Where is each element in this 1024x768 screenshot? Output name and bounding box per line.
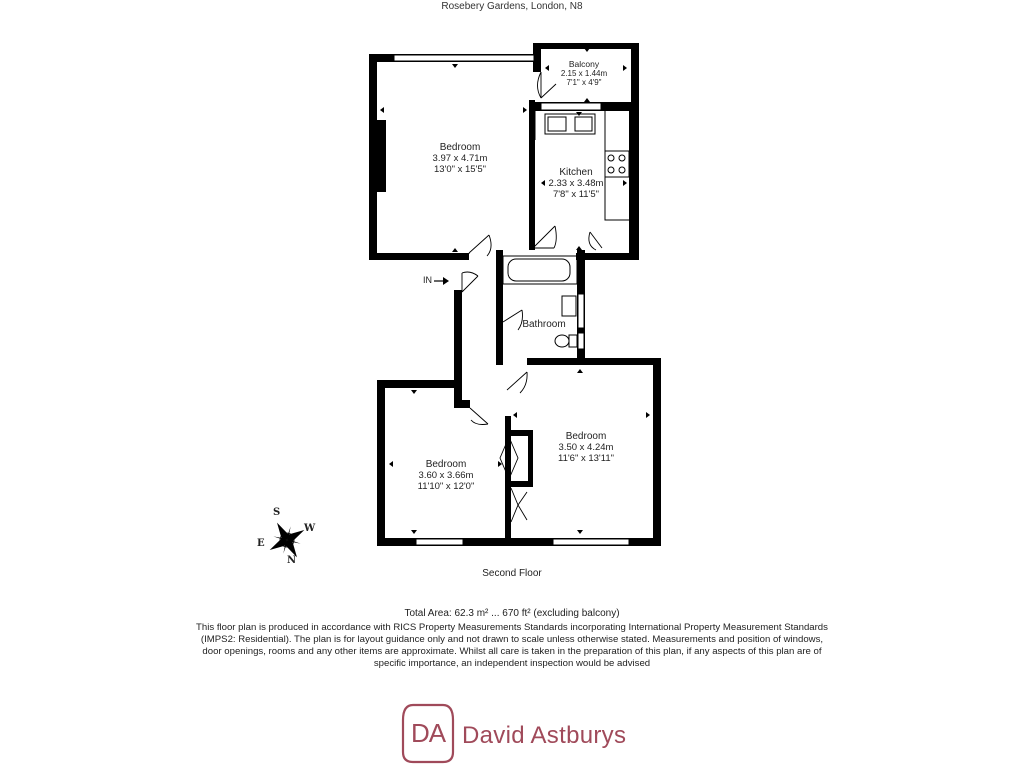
room-metric: 3.50 x 4.24m	[558, 442, 614, 453]
arrow-marker	[513, 412, 517, 418]
floor-label: Second Floor	[482, 568, 542, 579]
hob-ring-1	[608, 155, 614, 161]
kitchen-sink-basin	[548, 117, 566, 131]
arrow-marker	[646, 412, 650, 418]
compass-e-label: E	[257, 538, 265, 549]
arrow-marker	[577, 369, 583, 373]
wall-bath-left	[496, 250, 503, 365]
room-metric: 3.97 x 4.71m	[432, 153, 488, 164]
wall-bed-right-right	[653, 358, 661, 546]
compass-s-label: S	[273, 507, 281, 518]
arrow-marker	[584, 48, 590, 52]
room-bathroom	[516, 319, 572, 330]
arrow-marker	[389, 461, 393, 467]
room-name: Kitchen	[559, 167, 593, 178]
wall-bed-left-left	[377, 380, 385, 546]
wall-balcony-right	[631, 43, 639, 109]
room-name: Bedroom	[425, 459, 467, 470]
arrow-marker	[623, 65, 627, 71]
door-bed-right	[507, 372, 527, 393]
toilet-bowl	[555, 335, 569, 347]
total-area: Total Area: 62.3 m² ... 670 ft² (excluding balcony)	[404, 608, 620, 619]
room-bedroom-left	[400, 459, 492, 492]
arrow-marker	[584, 98, 590, 102]
toilet-tank	[569, 335, 577, 347]
wall-closet-inner	[528, 430, 533, 487]
wall-bed-left-top	[377, 380, 462, 388]
arrow-marker	[577, 530, 583, 534]
room-bedroom-right	[540, 431, 632, 464]
bathtub-basin	[508, 259, 570, 281]
room-imperial: 11'6" x 13'11"	[558, 453, 614, 464]
arrow-marker	[411, 390, 417, 394]
brand-name: David Astburys	[462, 722, 627, 749]
kitchen-counter	[605, 111, 629, 220]
arrow-marker	[523, 107, 527, 113]
wall-bedroom-kitchen	[529, 100, 535, 250]
door-kitchen-2	[589, 232, 602, 250]
window-bed-right	[553, 539, 629, 545]
room-name: Bedroom	[565, 431, 607, 442]
wall-hall-left	[454, 290, 462, 408]
wall-kitchen-right	[629, 102, 639, 260]
hob-ring-4	[619, 167, 625, 173]
window-bed-left	[416, 539, 463, 545]
wall-bed-right-top	[527, 358, 660, 365]
room-name: Balcony	[568, 59, 600, 69]
entrance-label: IN	[423, 275, 432, 285]
sink-bath	[562, 296, 576, 316]
room-imperial: 7'8" x 11'5"	[552, 189, 600, 200]
arrow-marker	[576, 246, 582, 250]
wall-hall-jog	[454, 400, 470, 408]
logo-monogram: DA	[410, 718, 446, 748]
room-imperial: 13'0" x 15'5"	[433, 164, 487, 175]
room-bedroom-top	[410, 142, 510, 175]
door-closet-2	[511, 488, 527, 522]
hob-ring-2	[619, 155, 625, 161]
room-imperial: 7'1" x 4'9"	[566, 78, 602, 87]
wall-kitchen-bottom	[576, 253, 639, 260]
wall-bedroom-top-bottom	[369, 253, 469, 260]
plan-address-title: Rosebery Gardens, London, N8	[441, 1, 583, 12]
arrow-marker	[380, 107, 384, 113]
window-bedroom-top	[394, 55, 534, 61]
room-imperial: 11'10" x 12'0"	[417, 481, 475, 492]
room-metric: 2.33 x 3.48m	[548, 178, 604, 189]
kitchen-sink-basin-2	[575, 117, 592, 131]
room-kitchen	[536, 167, 616, 200]
window-bath-2	[578, 333, 584, 349]
compass-n-label: N	[287, 555, 297, 566]
arrow-marker	[452, 248, 458, 252]
window-kitchen-top	[541, 103, 601, 110]
wall-radiator-block	[374, 120, 386, 192]
disclaimer-text: This floor plan is produced in accordance with RICS Property Measurements Standards incorporating International Property Measurement Standards (IMPS2: Residential). The plan is for layout guidance only and not drawn to scale unless otherwise stated. Measurements and position of windows, door openings, rooms and any other items are approximate. Whilst all care is taken in the preparation of this plan, if any aspects of this plan are of specific importance, an independent inspection would be advised	[196, 622, 828, 669]
room-balcony	[546, 60, 622, 87]
door-entrance	[462, 272, 478, 292]
room-name: Bedroom	[439, 142, 481, 153]
door-bed-left	[470, 408, 488, 425]
window-bath-1	[578, 294, 584, 328]
door-bedroom-top	[469, 235, 491, 256]
door-kitchen	[533, 226, 556, 248]
arrow-marker	[623, 180, 627, 186]
compass-w-label: W	[304, 523, 316, 534]
room-metric: 3.60 x 3.66m	[418, 470, 474, 481]
arrow-marker	[452, 64, 458, 68]
room-name: Bathroom	[522, 319, 566, 330]
room-metric: 2.15 x 1.44m	[560, 69, 608, 78]
arrow-marker	[411, 530, 417, 534]
